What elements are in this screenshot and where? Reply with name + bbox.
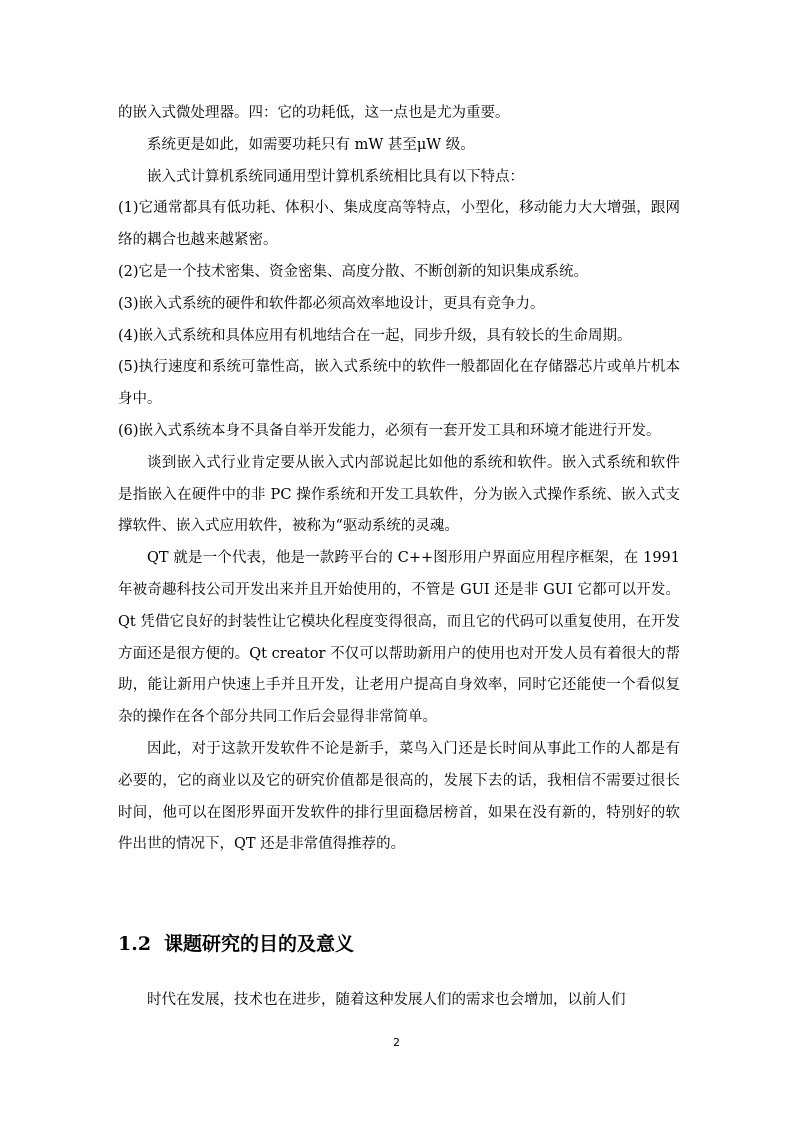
- section-heading: [118, 928, 354, 960]
- section-title: 课题研究的目的及意义: [164, 933, 355, 955]
- paragraph-2: 系统更是如此，如需要功耗只有 mW 甚至μW 级。: [147, 136, 475, 153]
- section-number: 1.2: [118, 933, 152, 955]
- list-item-5: (5)执行速度和系统可靠性高，嵌入式系统中的软件一般都固化在存储器芯片或单片机本身中。: [118, 359, 680, 408]
- page-number: 2: [393, 1036, 400, 1049]
- body-text: [118, 98, 680, 861]
- list-item-1: (1)它通常都具有低功耗、体积小、集成度高等特点，小型化，移动能力大大增强，跟网络的耦合也越来越紧密。: [118, 200, 680, 249]
- paragraph-1: 的嵌入式微处理器。四：它的功耗低，这一点也是尤为重要。: [118, 105, 510, 121]
- paragraph-3: 嵌入式计算机系统同通用型计算机系统相比具有以下特点：: [147, 168, 524, 185]
- paragraph-qt: QT 就是一个代表，他是一款跨平台的 C++图形用户界面应用程序框架，在 1991 年被奇趣科技公司开发出来并且开始使用的，不管是 GUI 还是非 GUI 它都可以开发。Qt 凭借它良好的封装性让它模块化程度变得很高，而且它的代码可以重复使用，在开发方面还是很方便的。Qt creator 不仅可以帮助新用户的使用也对开发人员有着很大的帮助，能让新用户快速上手并且开发，让老用户提高自身效率，同时它还能使一个看似复杂的操作在各个部分共同工作后会显得非常简单。: [118, 550, 680, 726]
- list-item-2: (2)它是一个技术密集、资金密集、高度分散、不断创新的知识集成系统。: [118, 263, 589, 280]
- section-first-paragraph: 时代在发展，技术也在进步，随着这种发展人们的需求也会增加，以前人们: [147, 992, 626, 1008]
- list-item-4: (4)嵌入式系统和具体应用有机地结合在一起，同步升级，具有较长的生命周期。: [118, 327, 632, 344]
- paragraph-conclusion: 因此，对于这款开发软件不论是新手，菜鸟入门还是长时间从事此工作的人都是有必要的，它的商业以及它的研究价值都是很高的，发展下去的话，我相信不需要过很长时间，他可以在图形界面开发软件的排行里面稳居榜首，如果在没有新的，特别好的软件出世的情况下，QT 还是非常值得推荐的。: [118, 740, 680, 853]
- paragraph-embedded-software: 谈到嵌入式行业肯定要从嵌入式内部说起比如他的系统和软件。嵌入式系统和软件是指嵌入在硬件中的非 PC 操作系统和开发工具软件，分为嵌入式操作系统、嵌入式支撑软件、嵌入式应用软件，被称为“驱动系统的灵魂。: [118, 454, 680, 535]
- list-item-6: (6)嵌入式系统本身不具备自举开发能力，必须有一套开发工具和环境才能进行开发。: [118, 422, 661, 439]
- section-body: [118, 985, 680, 1017]
- list-item-3: (3)嵌入式系统的硬件和软件都必须高效率地设计，更具有竞争力。: [118, 295, 545, 312]
